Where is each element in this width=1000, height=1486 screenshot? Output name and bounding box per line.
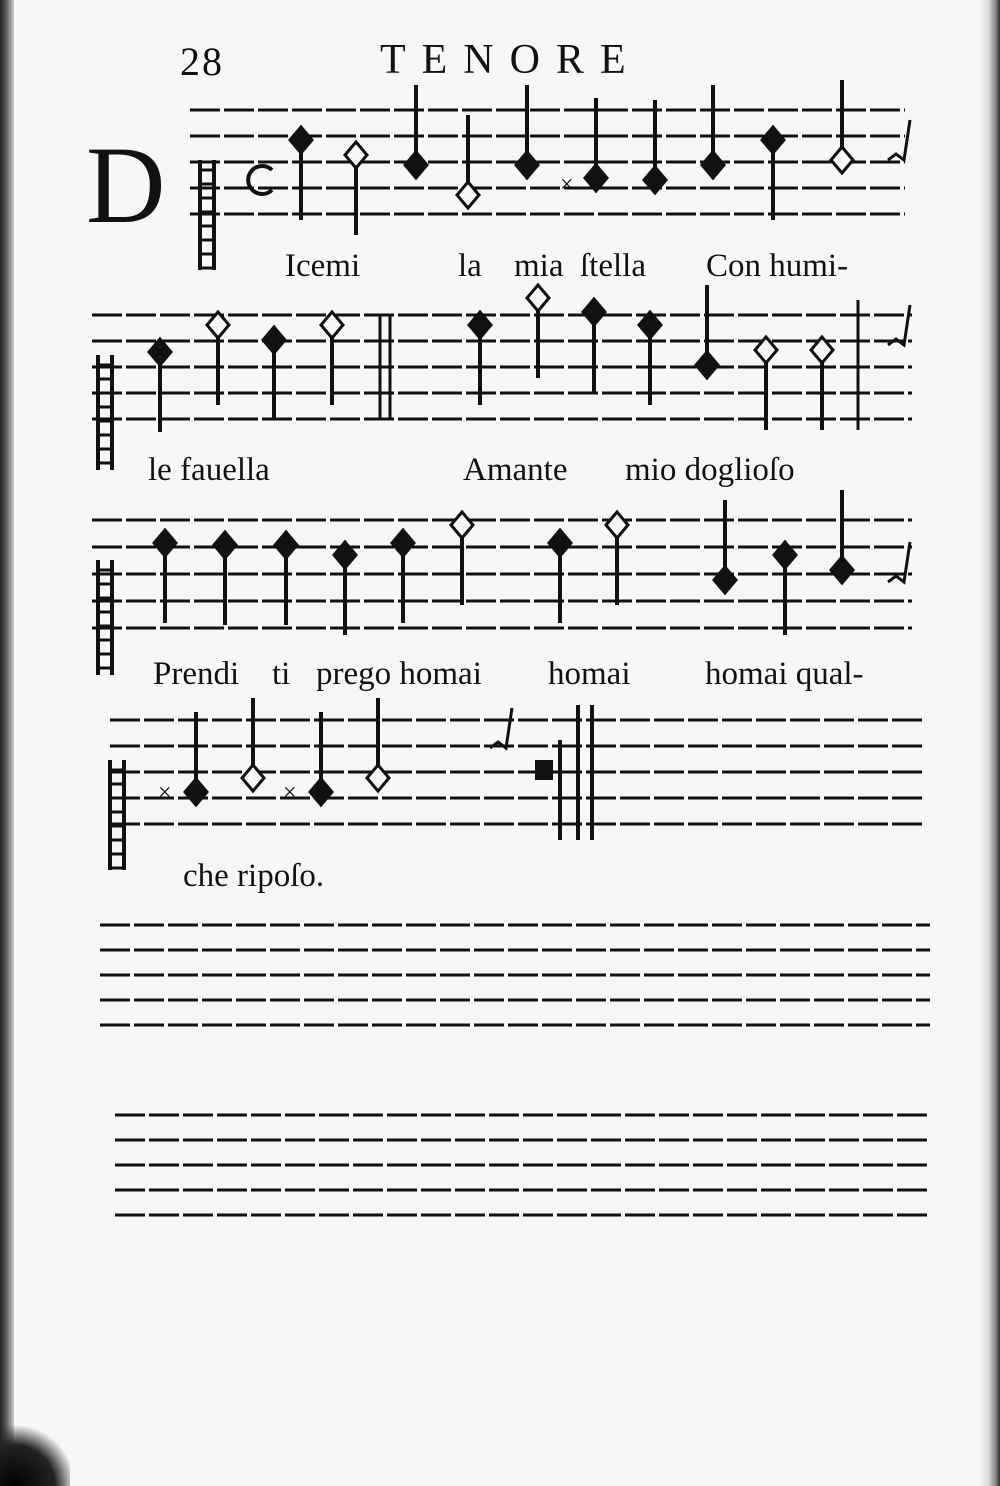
lyric-che-riposo: che ripoſo.: [183, 858, 325, 894]
lyric-homai: homai: [548, 656, 631, 692]
note-head: [263, 327, 285, 353]
note-head: [275, 532, 297, 558]
note-head: [702, 152, 724, 178]
lyric-la: la: [458, 248, 482, 284]
note-head: [290, 127, 312, 153]
note-head: [606, 512, 628, 538]
note-head: [392, 530, 414, 556]
note-head: [714, 567, 736, 593]
decorated-initial: D: [86, 124, 166, 246]
running-head: TENORE: [380, 37, 642, 83]
note-head: [527, 285, 549, 311]
note-head: [696, 352, 718, 378]
page-number: 28: [180, 39, 224, 84]
custos-mark: [888, 305, 910, 345]
note-head: [310, 779, 332, 805]
lyric-mio-doglioso: mio doglioſo: [625, 452, 795, 488]
lyric-prendi: Prendi: [153, 656, 240, 692]
final-longa: [535, 760, 553, 780]
note-head: [242, 765, 264, 791]
sharp-sign: ×: [560, 172, 574, 198]
note-head: [367, 765, 389, 791]
note-head: [185, 779, 207, 805]
lyric-icemi: Icemi: [285, 248, 361, 284]
note-head: [149, 339, 171, 365]
lyric-con-humi: Con humi-: [706, 248, 849, 284]
custos-mark: [888, 120, 910, 160]
note-head: [583, 299, 605, 325]
lyric-stella: ſtella: [580, 248, 646, 284]
note-head: [405, 152, 427, 178]
sharp-sign: ×: [158, 780, 172, 806]
note-head: [516, 152, 538, 178]
note-head: [549, 530, 571, 556]
note-head: [831, 147, 853, 173]
lyric-homai-qual: homai qual-: [705, 656, 864, 692]
sharp-sign: ×: [283, 780, 297, 806]
lyric-amante: Amante: [463, 452, 568, 488]
custos-mark: [490, 708, 512, 748]
mensuration-sign: [248, 166, 272, 194]
lyric-mia: mia: [514, 248, 564, 284]
note-head: [214, 532, 236, 558]
lyric-le-fauella: le fauella: [148, 452, 270, 488]
lyric-ti: ti: [272, 656, 291, 692]
note-head: [831, 557, 853, 583]
lyric-prego-homai: prego homai: [316, 656, 482, 692]
note-head: [154, 530, 176, 556]
note-head: [451, 512, 473, 538]
note-head: [762, 127, 784, 153]
note-head: [345, 142, 367, 168]
note-head: [457, 182, 479, 208]
